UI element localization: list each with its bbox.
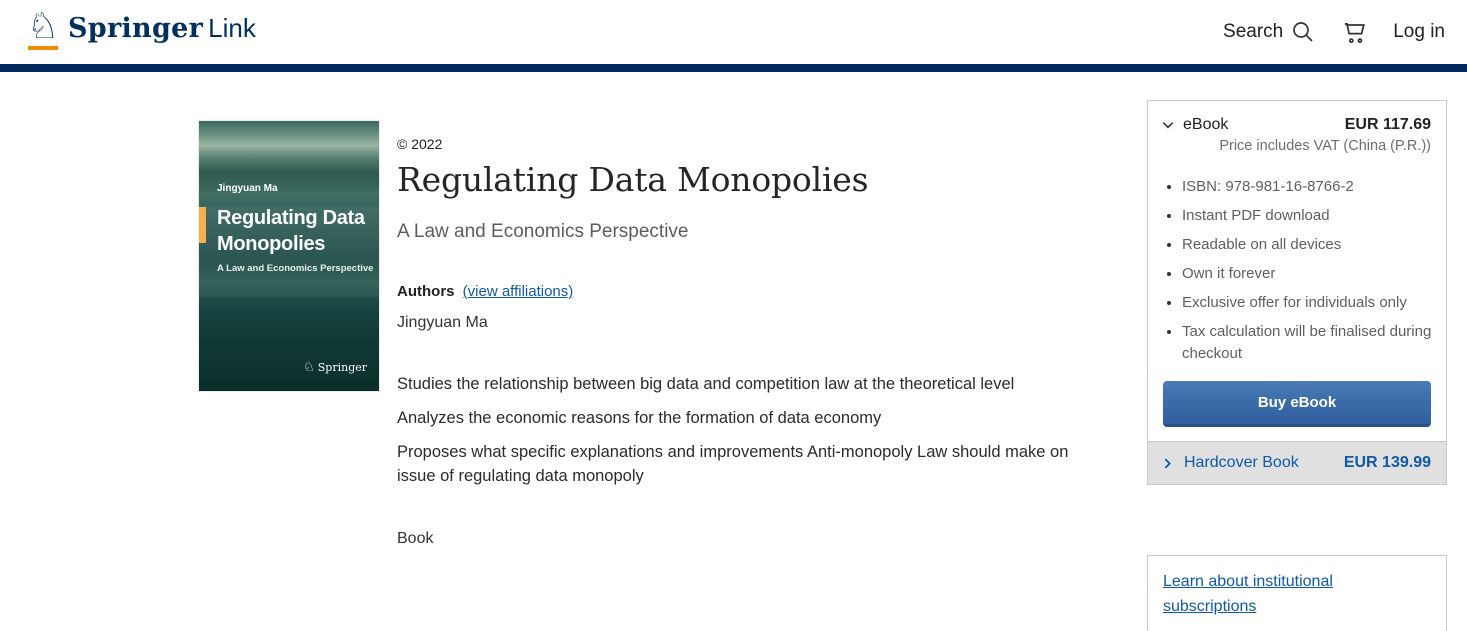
- springer-horse-icon-small: ♘: [303, 360, 315, 375]
- brand-link: Link: [208, 12, 256, 43]
- search-icon: [1291, 20, 1315, 44]
- chevron-right-icon: [1160, 456, 1175, 471]
- list-item: • Instant PDF download: [1182, 205, 1434, 227]
- buy-ebook-button[interactable]: Buy eBook: [1163, 381, 1431, 427]
- vat-note: Price includes VAT (China (P.R.)): [1219, 138, 1431, 154]
- cover-orange-tab: [199, 207, 206, 243]
- cover-subtitle: A Law and Economics Perspective: [217, 263, 374, 274]
- brand-springer: Springer: [68, 12, 204, 44]
- ebook-feature-list: [1182, 176, 1446, 365]
- hardcover-label: Hardcover Book: [1184, 454, 1299, 471]
- cart-button[interactable]: [1341, 19, 1367, 45]
- header: [0, 0, 1467, 64]
- authors-label: Authors: [397, 283, 455, 300]
- springer-link-logo[interactable]: [26, 6, 256, 50]
- purchase-options-panel: [1147, 100, 1447, 485]
- springer-horse-icon: ♘: [26, 6, 60, 50]
- ebook-section-toggle[interactable]: [1148, 101, 1446, 134]
- cover-title: Regulating Data Monopolies: [217, 207, 365, 255]
- copyright-year: © 2022: [397, 136, 443, 152]
- content-type-label: Book: [397, 530, 434, 547]
- view-affiliations-link[interactable]: (view affiliations): [462, 283, 574, 300]
- chevron-down-icon: [1160, 117, 1176, 133]
- book-cover-image: [199, 121, 379, 391]
- list-item: • Exclusive offer for individuals only: [1182, 292, 1434, 314]
- highlight-3: Proposes what specific explanations and improvements Anti-monopoly Law should make on issue of regulating data monopoly: [397, 443, 1069, 485]
- cart-icon: [1341, 19, 1367, 45]
- ebook-price: EUR 117.69: [1344, 116, 1431, 133]
- hardcover-section-toggle[interactable]: [1148, 441, 1446, 484]
- author-name: Jingyuan Ma: [397, 314, 488, 331]
- header-divider-bar: [0, 64, 1467, 72]
- list-item: • Readable on all devices: [1182, 234, 1434, 256]
- book-info: [397, 136, 1127, 548]
- list-item: • Tax calculation will be finalised during checkout: [1182, 321, 1434, 365]
- book-subtitle: A Law and Economics Perspective: [397, 221, 689, 242]
- cover-publisher-logo: ♘ Springer: [303, 360, 367, 375]
- highlight-1: Studies the relationship between big data and competition law at the theoretical level: [397, 375, 1015, 393]
- institutional-subscriptions-box: [1147, 555, 1447, 631]
- highlight-2: Analyzes the economic reasons for the formation of data economy: [397, 409, 882, 427]
- header-nav: [1223, 0, 1445, 64]
- login-label: Log in: [1393, 21, 1445, 42]
- list-item: • ISBN: 978-981-16-8766-2: [1182, 176, 1434, 198]
- ebook-label: eBook: [1183, 116, 1229, 133]
- login-button[interactable]: [1393, 21, 1445, 43]
- cover-author: Jingyuan Ma: [217, 183, 278, 194]
- book-highlights: [397, 372, 1127, 488]
- search-label: Search: [1223, 21, 1284, 42]
- list-item: • Own it forever: [1182, 263, 1434, 285]
- search-button[interactable]: [1223, 20, 1315, 44]
- logo-orange-underline: [28, 46, 58, 50]
- hardcover-price: EUR 139.99: [1343, 454, 1431, 471]
- authors-row: [397, 283, 1127, 300]
- page-title: Regulating Data Monopolies: [397, 160, 869, 199]
- institutional-subscriptions-link[interactable]: Learn about institutional subscriptions: [1163, 573, 1333, 615]
